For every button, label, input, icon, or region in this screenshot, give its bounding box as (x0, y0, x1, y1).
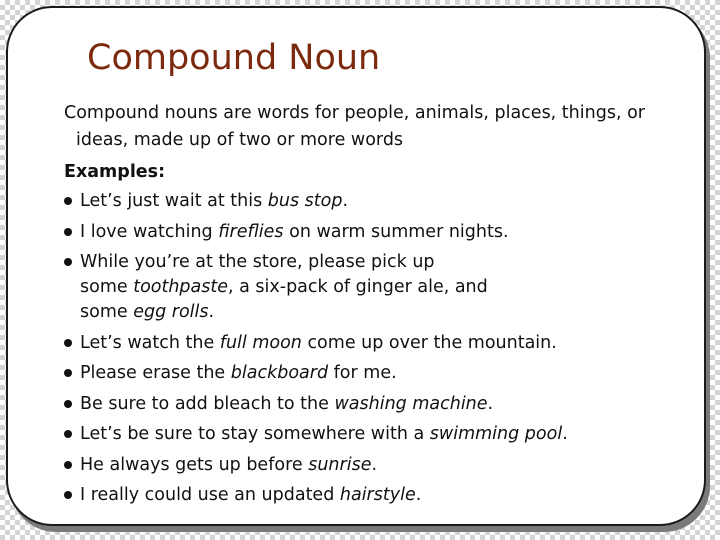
example-item: Be sure to add bleach to the washing machine. (64, 392, 694, 417)
example-item: I love watching fireflies on warm summer nights. (64, 220, 694, 245)
compound-noun: sunrise (308, 454, 372, 475)
compound-noun: swimming pool (429, 424, 563, 444)
example-item: He always gets up before sunrise. (64, 453, 694, 478)
compound-noun: bus stop (267, 191, 343, 211)
compound-noun: washing machine (334, 393, 488, 414)
compound-noun: full moon (219, 332, 302, 353)
compound-noun: hairstyle (339, 485, 416, 505)
examples-label: Examples: (64, 162, 166, 182)
example-line: some egg rolls. (80, 302, 215, 322)
compound-noun: fireflies (218, 221, 284, 242)
slide-content (64, 100, 694, 514)
example-line: some toothpaste, a six-pack of ginger ale, and (80, 277, 488, 297)
intro-text: Compound nouns are words for people, animals, places, things, or ideas, made up of two or more words (64, 103, 645, 150)
example-line: While you’re at the store, please pick up (80, 252, 435, 272)
compound-noun: blackboard (230, 363, 329, 383)
examples-list (64, 189, 694, 508)
compound-noun: toothpaste (133, 277, 229, 297)
slide-title: Compound Noun (87, 38, 381, 78)
example-item: Let’s watch the full moon come up over the mountain. (64, 331, 694, 356)
example-item: Let’s just wait at this bus stop. (64, 189, 694, 214)
example-item (64, 250, 694, 325)
example-item: Please erase the blackboard for me. (64, 361, 694, 386)
example-item: I really could use an updated hairstyle. (64, 483, 694, 508)
compound-noun: egg rolls (133, 302, 209, 322)
example-item: Let’s be sure to stay somewhere with a swimming pool. (64, 422, 694, 447)
slide-frame (6, 6, 706, 526)
